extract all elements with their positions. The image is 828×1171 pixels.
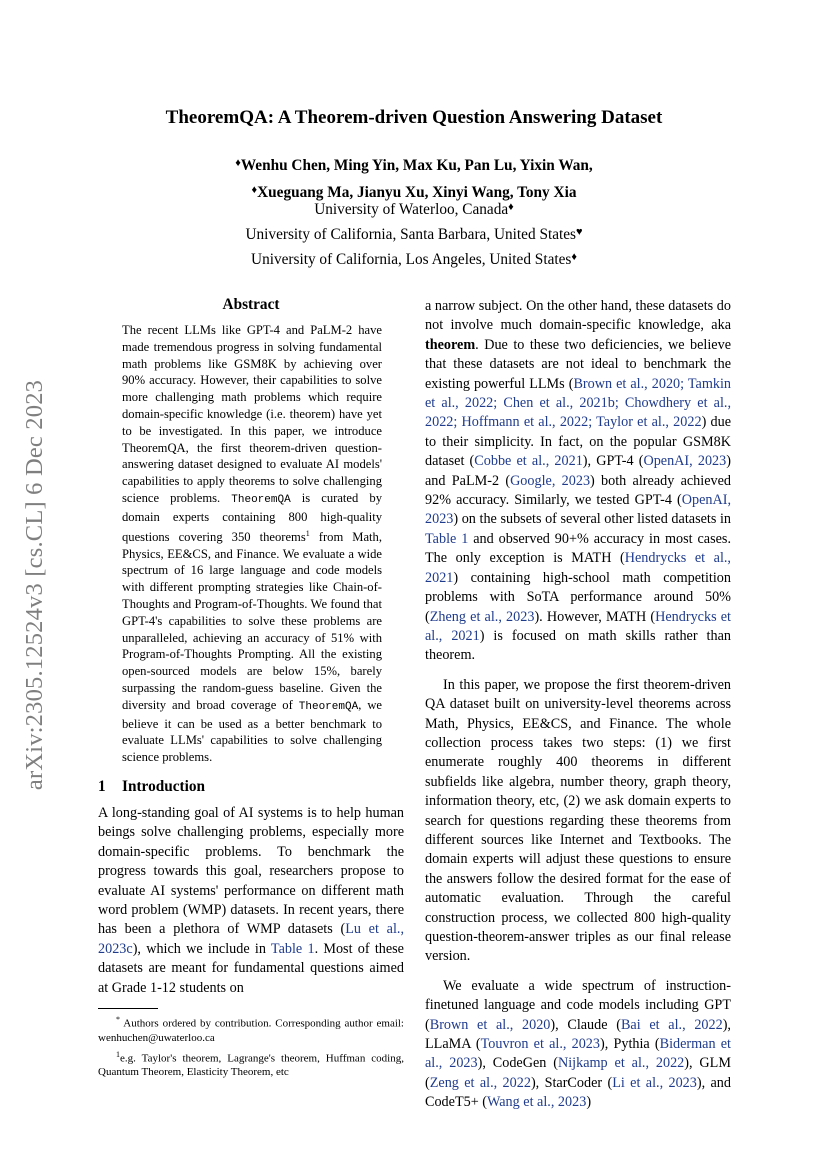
citation-link[interactable]: Hendrycks et al., 2021 xyxy=(425,550,731,586)
footnote-divider xyxy=(98,1008,158,1009)
arxiv-stamp: arXiv:2305.12524v3 [cs.CL] 6 Dec 2023 xyxy=(21,379,48,791)
affil-marker: ♦ xyxy=(235,157,241,169)
affiliation-ucsb: University of California, Santa Barbara, United States♥ xyxy=(245,226,583,243)
citation-link[interactable]: Brown et al., 2020 xyxy=(429,1016,551,1033)
citation-link[interactable]: OpenAI, 2023 xyxy=(425,492,731,528)
citation-link[interactable]: Nijkamp et al., 2022 xyxy=(557,1055,685,1072)
citation-link[interactable]: Google, 2023 xyxy=(510,472,591,489)
intro-paragraph-4: We evaluate a wide spectrum of instruction-finetuned language and code models including GPT (Brown et al., 2020), Claude (Bai et al., 2022), LLaMA (Touvron et al., 2023), Pythia (Biderman et al., 2023), CodeGen (Nijkamp et al., 2022), GLM (Zeng et al., 2022), StarCoder (Li et al., 2023), and CodeT5+ (Wang et al., 2023) xyxy=(425,977,731,1111)
affiliation-ucla: University of California, Los Angeles, United States♦ xyxy=(251,251,577,268)
citation-link[interactable]: Brown et al., 2020; Tamkin et al., 2022; Chen et al., 2021b; Chowdhery et al., 2022; Hoffmann et al., 2022; Taylor et al., 2022 xyxy=(425,375,731,431)
abstract-text: The recent LLMs like GPT-4 and PaLM-2 have made tremendous progress in solving fundamental math problems like GSM8K by achieving over 90% accuracy. However, their capabilities to solve more challenging math problems which require domain-specific knowledge (i.e. theorem) have yet to be investigated. In this paper, we introduce TheoremQA, the first theorem-driven question-answering dataset designed to evaluate AI models' capabilities to apply theorems to solve challenging science problems. TheoremQA is curated by domain experts containing 800 high-quality questions covering 350 theorems$^1$ from Math, Physics, EE&CS, and Finance. We evaluate a wide spectrum of 16 large language and code models with different prompting strategies like Chain-of-Thoughts and Program-of-Thoughts. We found that GPT-4's capabilities to solve these problems are unparalleled, achieving an accuracy of 51% with Program-of-Thoughts Prompting. All the existing open-sourced models are below 15%, barely surpassing the random-guess baseline. Given the diversity and broad coverage of TheoremQA, we believe it can be used as a better benchmark to evaluate LLMs' capabilities to solve challenging science problems. xyxy=(122,323,383,765)
citation-link[interactable]: OpenAI, 2023 xyxy=(643,453,727,470)
citation-link[interactable]: Bai et al., 2022 xyxy=(620,1016,723,1033)
citation-link[interactable]: Touvron et al., 2023 xyxy=(480,1036,600,1053)
citation-link[interactable]: Wang et al., 2023 xyxy=(486,1094,587,1111)
abstract-heading: Abstract xyxy=(222,296,280,313)
left-column xyxy=(98,296,404,1082)
citation-link[interactable]: Biderman et al., 2023 xyxy=(425,1036,731,1072)
footnote-corresponding: * Authors ordered by contribution. Corresponding author email: wenhuchen@uwaterloo.ca xyxy=(98,1014,404,1044)
table-link[interactable]: Table 1 xyxy=(425,530,469,547)
right-column xyxy=(425,297,731,1113)
citation-link[interactable]: Li et al., 2023 xyxy=(612,1074,697,1091)
citation-link[interactable]: Hendrycks et al., 2021 xyxy=(425,608,731,644)
intro-paragraph-3: In this paper, we propose the first theorem-driven QA dataset built on university-level theorems across Math, Physics, EE&CS, and Finance. The whole collection process takes two steps: (1) we first enumerate roughly 400 theorems in different subfields like algebra, number theory, graph theory, information theory, etc, (2) we ask domain experts to search for questions regarding these theorems from different sources like Internet and Textbooks. The domain experts will adjust these questions to ensure the answers follow the desired format for the ease of automatic evaluation. Through the careful construction process, we collected 800 high-quality question-theorem-answer triples as our final release version. xyxy=(425,676,731,965)
author-line-2: ♦Xueguang Ma, Jianyu Xu, Xinyi Wang, Tony Xia xyxy=(251,184,577,201)
affiliation-waterloo: University of Waterloo, Canada♦ xyxy=(314,201,514,218)
section-heading-introduction: 1 Introduction xyxy=(98,777,206,795)
citation-link[interactable]: Zeng et al., 2022 xyxy=(429,1074,531,1091)
author-line-1: ♦Wenhu Chen, Ming Yin, Max Ku, Pan Lu, Yixin Wan, xyxy=(235,157,593,174)
affiliation-list xyxy=(100,196,728,271)
intro-paragraph-2: a narrow subject. On the other hand, these datasets do not involve much domain-specific knowledge, aka theorem. Due to these two deficiencies, we believe that these datasets are not ideal to benchmark the existing powerful LLMs (Brown et al., 2020; Tamkin et al., 2022; Chen et al., 2021b; Chowdhery et al., 2022; Hoffmann et al., 2022; Taylor et al., 2022) due to their simplicity. In fact, on the popular GSM8K dataset (Cobbe et al., 2021), GPT-4 (OpenAI, 2023) and PaLM-2 (Google, 2023) both already achieved 92% accuracy. Similarly, we tested GPT-4 (OpenAI, 2023) on the subsets of several other listed datasets in Table 1 and observed 90+% accuracy in most cases. The only exception is MATH (Hendrycks et al., 2021) containing high-school math competition problems with SoTA performance around 50% (Zheng et al., 2023). However, MATH (Hendrycks et al., 2021) is focused on math skills rather than theorem. xyxy=(425,298,731,664)
citation-link[interactable]: Cobbe et al., 2021 xyxy=(474,453,583,470)
table-link[interactable]: Table 1 xyxy=(270,940,315,957)
citation-link[interactable]: Zheng et al., 2023 xyxy=(429,608,535,625)
paper-title: TheoremQA: A Theorem-driven Question Answering Dataset xyxy=(165,107,663,128)
affil-marker: ♦ xyxy=(251,184,258,196)
footnote-theorems: $^1$e.g. Taylor's theorem, Lagrange's theorem, Huffman coding, Quantum Theorem, Elasticity Theorem, etc xyxy=(98,1049,404,1079)
intro-paragraph-1: A long-standing goal of AI systems is to help human beings solve challenging problems, especially more domain-specific problems. To benchmark the progress towards this goal, researchers propose to evaluate AI systems' performance on different math word problem (WMP) datasets. In recent years, there has been a plethora of WMP datasets (Lu et al., 2023c), which we include in Table 1. Most of these datasets are meant for fundamental questions aimed at Grade 1-12 students on xyxy=(98,804,404,996)
citation-link[interactable]: Lu et al., 2023c xyxy=(98,921,404,957)
